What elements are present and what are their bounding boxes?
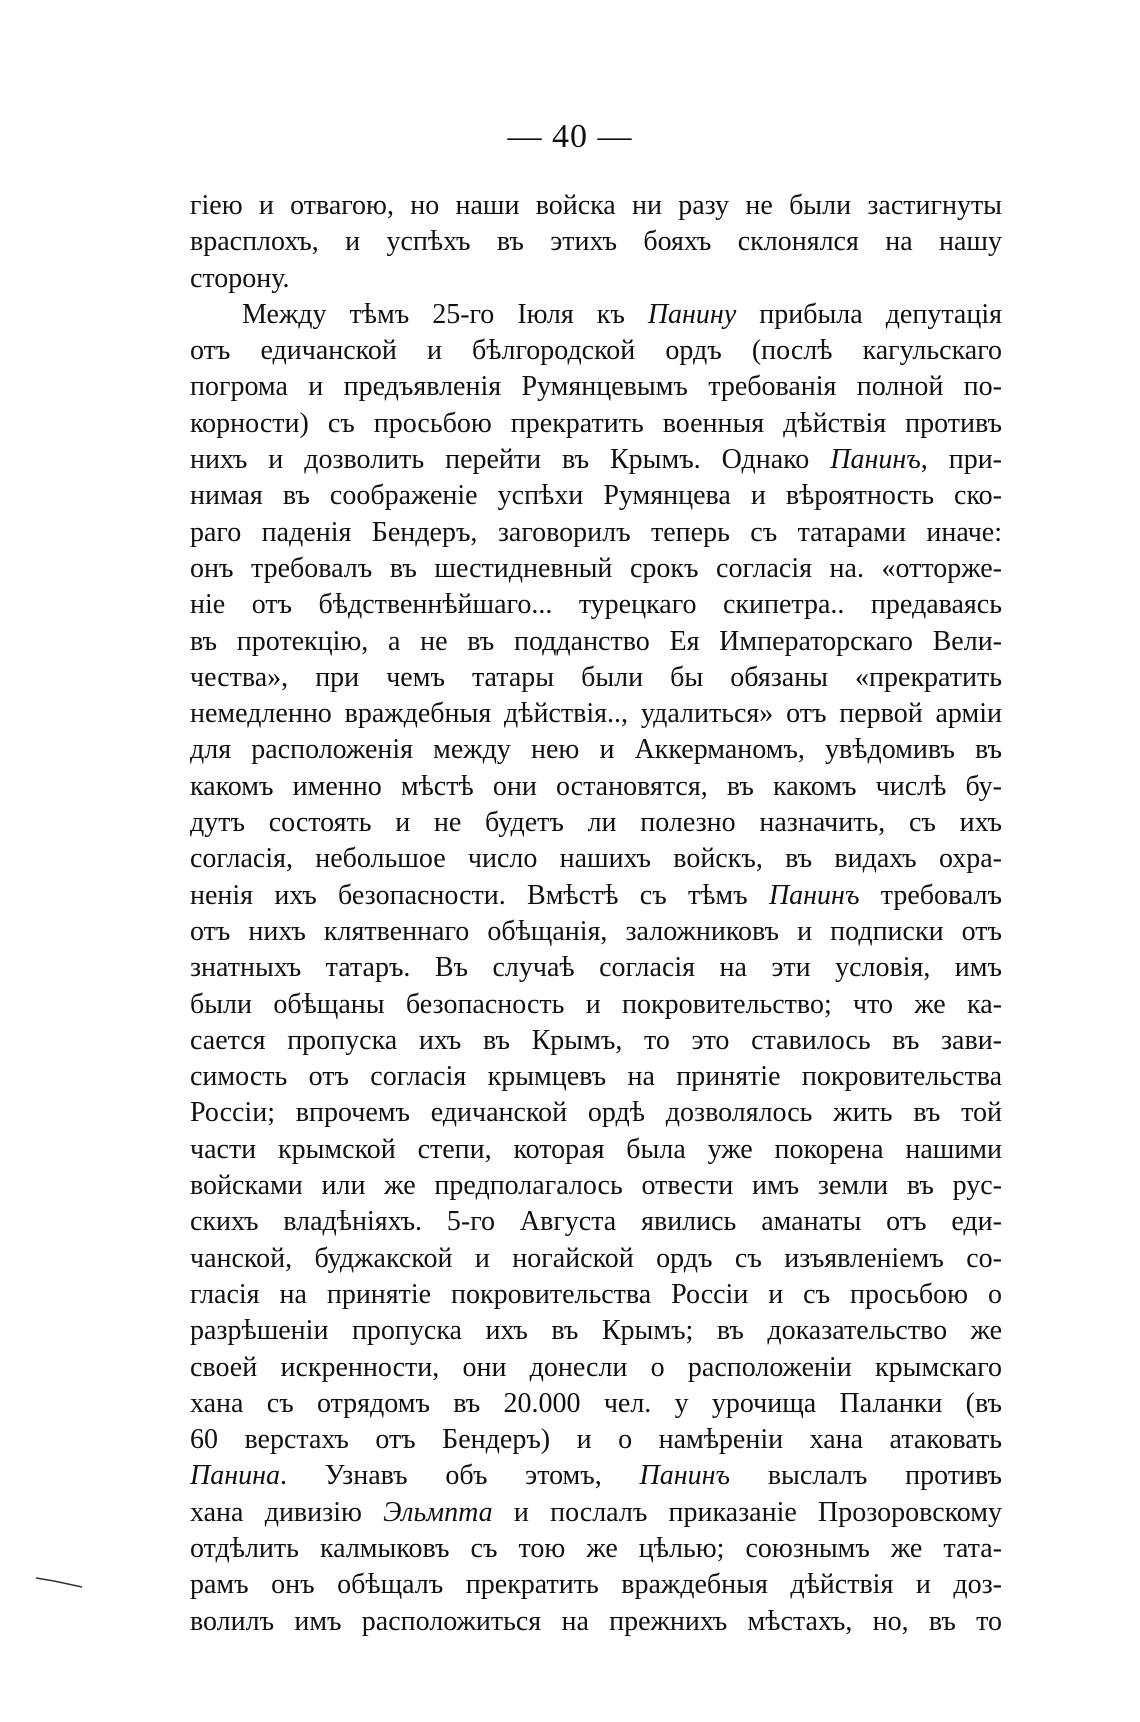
body-text bbox=[190, 188, 1002, 1640]
text-segment: ніе отъ бѣдственнѣйшаго... турецкаго скипетра.. предаваясь bbox=[190, 589, 1002, 621]
italic-name: Панину bbox=[647, 298, 737, 330]
text-segment: требовалъ bbox=[859, 879, 1002, 911]
text-line bbox=[190, 1350, 1002, 1386]
text-line bbox=[190, 950, 1002, 986]
text-segment: врасплохъ, и успѣхъ въ этихъ бояхъ склонялся на нашу bbox=[190, 226, 1002, 258]
text-line bbox=[190, 1132, 1002, 1168]
page-number: — 40 — bbox=[507, 118, 633, 155]
text-line bbox=[190, 660, 1002, 696]
text-segment: 60 верстахъ отъ Бендеръ) и о намѣреніи хана атаковать bbox=[190, 1424, 1002, 1456]
text-line bbox=[190, 1168, 1002, 1204]
text-segment: прибыла депутація bbox=[736, 298, 1002, 330]
text-line bbox=[190, 696, 1002, 732]
text-line bbox=[190, 406, 1002, 442]
text-segment: были обѣщаны безопасность и покровительство; что же ка- bbox=[190, 988, 1002, 1020]
text-line bbox=[190, 333, 1002, 369]
text-line bbox=[190, 369, 1002, 405]
text-segment: отдѣлить калмыковъ съ тою же цѣлью; союзнымъ же тата- bbox=[190, 1532, 1002, 1564]
text-segment: онъ требовалъ въ шестидневный срокъ согласія на. «отторже- bbox=[190, 552, 1002, 584]
text-segment: гіею и отвагою, но наши войска ни разу не были застигнуты bbox=[190, 190, 1002, 221]
text-segment: гласія на принятіе покровительства Россіи и съ просьбою о bbox=[190, 1278, 1002, 1310]
text-segment: . Узнавъ объ этомъ, bbox=[280, 1460, 640, 1492]
text-line bbox=[190, 1241, 1002, 1277]
italic-name: Панина bbox=[190, 1460, 281, 1492]
text-line bbox=[190, 442, 1002, 478]
scan-speck-mark bbox=[34, 1575, 86, 1589]
text-line bbox=[190, 297, 1002, 333]
text-segment: нимая въ соображеніе успѣхи Румянцева и вѣроятность ско- bbox=[190, 480, 1002, 512]
text-line bbox=[190, 1386, 1002, 1422]
text-segment: сается пропуска ихъ въ Крымъ, то это ставилось въ зави- bbox=[190, 1024, 1002, 1056]
text-line bbox=[190, 1567, 1002, 1603]
text-line bbox=[190, 914, 1002, 950]
text-segment: корности) съ просьбою прекратить военныя дѣйствія противъ bbox=[190, 407, 1002, 439]
text-line bbox=[190, 1023, 1002, 1059]
text-segment: отъ едичанской и бѣлгородской ордъ (послѣ кагульскаго bbox=[190, 335, 1002, 367]
text-line bbox=[190, 1059, 1002, 1095]
text-line bbox=[190, 478, 1002, 514]
text-line bbox=[190, 1204, 1002, 1240]
text-segment: отъ нихъ клятвеннаго обѣщанія, заложниковъ и подписки отъ bbox=[190, 915, 1002, 947]
text-line bbox=[190, 987, 1002, 1023]
text-line bbox=[190, 732, 1002, 768]
italic-name: Панинъ bbox=[768, 879, 860, 911]
text-segment: рамъ онъ обѣщалъ прекратить враждебныя дѣйствія и доз- bbox=[190, 1569, 1002, 1601]
text-segment: и послалъ приказаніе Прозоровскому bbox=[492, 1496, 1002, 1528]
text-line bbox=[190, 188, 1002, 224]
text-line bbox=[190, 1277, 1002, 1313]
text-segment: , при- bbox=[920, 444, 1002, 476]
text-segment: немедленно враждебныя дѣйствія.., удалиться» отъ первой арміи bbox=[190, 698, 1002, 730]
text-segment: Россіи; впрочемъ едичанской ордѣ дозволялось жить въ той bbox=[190, 1097, 1002, 1129]
text-line bbox=[190, 769, 1002, 805]
text-line bbox=[190, 624, 1002, 660]
text-segment: дутъ состоять и не будетъ ли полезно назначить, съ ихъ bbox=[190, 807, 1002, 839]
text-segment: для расположенія между нею и Аккерманомъ, увѣдомивъ въ bbox=[190, 734, 1002, 766]
text-segment: чанской, буджакской и ногайской ордъ съ изъявленіемъ со- bbox=[190, 1242, 1002, 1274]
text-line bbox=[190, 224, 1002, 260]
text-line bbox=[190, 1604, 1002, 1640]
italic-name: Эльмпта bbox=[383, 1496, 493, 1528]
text-segment: согласія, небольшое число нашихъ войскъ, въ видахъ охра- bbox=[190, 843, 1002, 875]
text-segment: хана дивизію bbox=[190, 1496, 384, 1528]
text-segment: выслалъ противъ bbox=[730, 1460, 1002, 1492]
text-segment: волилъ имъ расположиться на прежнихъ мѣстахъ, но, въ то bbox=[190, 1605, 1002, 1637]
text-line bbox=[190, 1422, 1002, 1458]
text-line bbox=[190, 841, 1002, 877]
text-segment: войсками или же предполагалось отвести имъ земли въ рус- bbox=[190, 1170, 1002, 1202]
text-segment: скихъ владѣніяхъ. 5-го Августа явились аманаты отъ еди- bbox=[190, 1206, 1002, 1238]
text-segment: нихъ и дозволить перейти въ Крымъ. Однако bbox=[190, 444, 831, 476]
text-line bbox=[190, 551, 1002, 587]
text-segment: сторону. bbox=[190, 262, 290, 294]
text-segment: симость отъ согласія крымцевъ на принятіе покровительства bbox=[190, 1061, 1002, 1093]
text-segment: разрѣшеніи пропуска ихъ въ Крымъ; въ доказательство же bbox=[190, 1315, 1002, 1347]
text-line bbox=[190, 1458, 1002, 1494]
text-segment: части крымской степи, которая была уже покорена нашими bbox=[190, 1133, 1002, 1165]
text-segment: какомъ именно мѣстѣ они остановятся, въ какомъ числѣ бу- bbox=[190, 770, 1002, 802]
text-line bbox=[190, 1313, 1002, 1349]
text-segment: знатныхъ татаръ. Въ случаѣ согласія на эти условія, имъ bbox=[190, 952, 1002, 984]
text-line bbox=[190, 1095, 1002, 1131]
italic-name: Панинъ bbox=[830, 444, 921, 476]
text-segment: раго паденія Бендеръ, заговорилъ теперь съ татарами иначе: bbox=[190, 516, 1002, 548]
text-line bbox=[190, 261, 1002, 297]
italic-name: Панинъ bbox=[639, 1460, 731, 1492]
text-segment: своей искренности, они донесли о расположеніи крымскаго bbox=[190, 1351, 1002, 1383]
text-segment: погрома и предъявленія Румянцевымъ требованія полной по- bbox=[190, 371, 1002, 403]
text-line bbox=[190, 587, 1002, 623]
text-line bbox=[190, 805, 1002, 841]
text-line bbox=[190, 515, 1002, 551]
text-segment: хана съ отрядомъ въ 20.000 чел. у урочища Паланки (въ bbox=[190, 1387, 1002, 1419]
text-line bbox=[190, 878, 1002, 914]
text-line bbox=[190, 1531, 1002, 1567]
text-line bbox=[190, 1495, 1002, 1531]
text-segment: чества», при чемъ татары были бы обязаны «прекратить bbox=[190, 661, 1002, 693]
text-segment: ненія ихъ безопасности. Вмѣстѣ съ тѣмъ bbox=[190, 879, 769, 911]
text-segment: въ протекцію, а не въ подданство Ея Императорскаго Вели- bbox=[190, 625, 1002, 657]
text-segment: Между тѣмъ 25-го Іюля къ bbox=[242, 298, 648, 330]
